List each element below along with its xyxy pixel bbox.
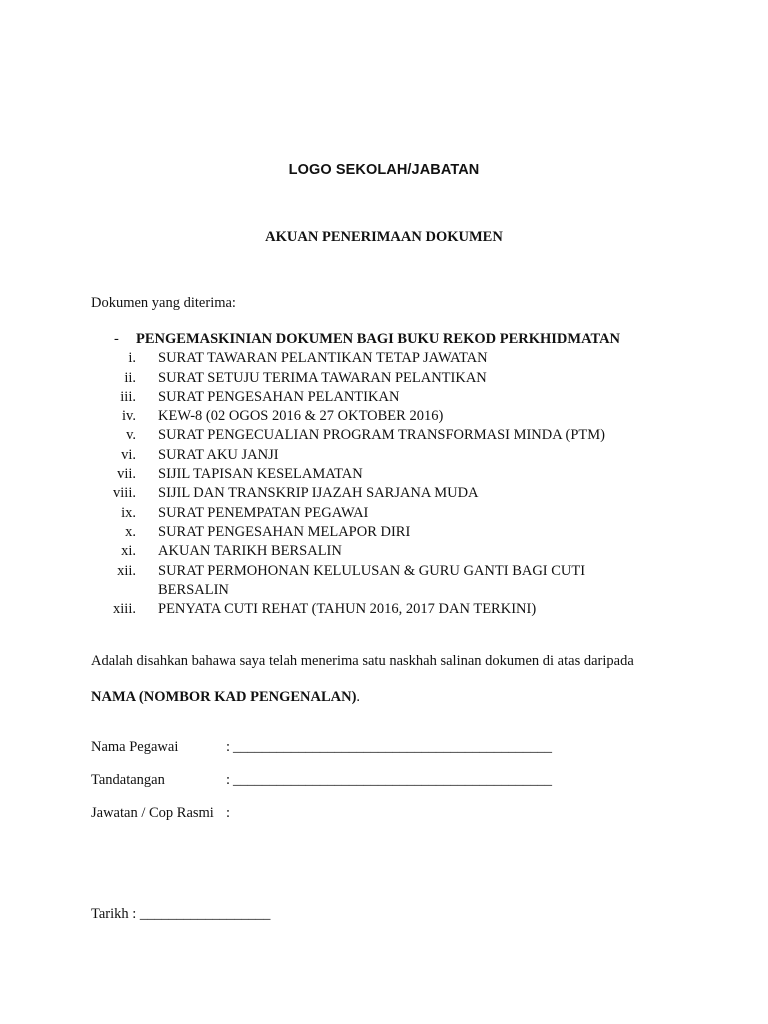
list-item [0, 523, 768, 542]
list-item-number: xii. [117, 562, 136, 579]
list-item [0, 542, 768, 561]
list-item-number: iii. [120, 388, 136, 405]
nama-pegawai-colon: : [226, 739, 231, 755]
nama-pegawai-label: Nama Pegawai [91, 739, 179, 755]
list-item-text: PENYATA CUTI REHAT (TAHUN 2016, 2017 DAN TERKINI) [158, 601, 537, 618]
list-item-number: xiii. [113, 601, 136, 618]
list-item-number: viii. [113, 485, 136, 502]
list-item-text: SURAT PENGESAHAN PELANTIKAN [158, 388, 400, 405]
list-item-text: SURAT AKU JANJI [158, 446, 279, 463]
jawatan-colon: : [226, 805, 231, 821]
list-item-text: SIJIL TAPISAN KESELAMATAN [158, 466, 363, 483]
document-title: AKUAN PENERIMAAN DOKUMEN [265, 229, 503, 245]
list-item-text: SURAT SETUJU TERIMA TAWARAN PELANTIKAN [158, 369, 487, 386]
source-name: NAMA (NOMBOR KAD PENGENALAN) [91, 689, 357, 705]
list-item-number: ix. [121, 504, 136, 521]
tarikh-field [91, 906, 270, 923]
jawatan-label: Jawatan / Cop Rasmi [91, 805, 214, 821]
tandatangan-label: Tandatangan [91, 772, 165, 788]
list-item-number: iv. [122, 408, 136, 425]
list-item [0, 446, 768, 465]
list-item-number: xi. [121, 543, 136, 560]
nama-pegawai-blank: ____________________________________________ [233, 739, 552, 755]
confirmation-text: Adalah disahkan bahawa saya telah menerima satu naskhah salinan dokumen di atas daripada [91, 653, 634, 669]
list-item [0, 504, 768, 523]
tarikh-blank: __________________ [139, 906, 271, 922]
list-item-number: vii. [117, 466, 136, 483]
list-item [0, 369, 768, 388]
list-item-text: KEW-8 (02 OGOS 2016 & 27 OKTOBER 2016) [158, 408, 444, 425]
list-item-number: vi. [121, 446, 136, 463]
list-heading: PENGEMASKINIAN DOKUMEN BAGI BUKU REKOD PERKHIDMATAN [136, 331, 621, 347]
list-heading-row [0, 330, 768, 349]
list-item-text: SURAT PERMOHONAN KELULUSAN & GURU GANTI BAGI CUTI BERSALIN [158, 562, 586, 598]
logo-placeholder: LOGO SEKOLAH/JABATAN [288, 162, 480, 178]
list-item [0, 407, 768, 426]
list-item-number: v. [126, 427, 136, 444]
source-name-line [91, 689, 360, 706]
list-item-number: x. [125, 523, 136, 540]
list-item-text: SIJIL DAN TRANSKRIP IJAZAH SARJANA MUDA [158, 485, 479, 502]
list-heading-marker: - [114, 331, 119, 347]
tandatangan-blank: ____________________________________________ [233, 772, 552, 788]
document-list [0, 330, 768, 619]
list-item [0, 349, 768, 368]
list-item [0, 562, 768, 601]
tandatangan-colon: : [226, 772, 231, 788]
list-item [0, 600, 768, 619]
list-item-text: SURAT TAWARAN PELANTIKAN TETAP JAWATAN [158, 350, 488, 367]
list-item-number: ii. [124, 369, 136, 386]
intro-text: Dokumen yang diterima: [91, 295, 236, 311]
list-item-text: AKUAN TARIKH BERSALIN [158, 543, 342, 560]
list-item [0, 484, 768, 503]
list-item-text: SURAT PENGESAHAN MELAPOR DIRI [158, 523, 411, 540]
tarikh-label: Tarikh : [91, 906, 137, 922]
list-item-text: SURAT PENEMPATAN PEGAWAI [158, 504, 369, 521]
list-item [0, 388, 768, 407]
list-item-number: i. [128, 350, 136, 367]
list-item [0, 426, 768, 445]
source-name-suffix: . [356, 689, 361, 705]
list-item [0, 465, 768, 484]
list-item-text: SURAT PENGECUALIAN PROGRAM TRANSFORMASI MINDA (PTM) [158, 427, 606, 444]
